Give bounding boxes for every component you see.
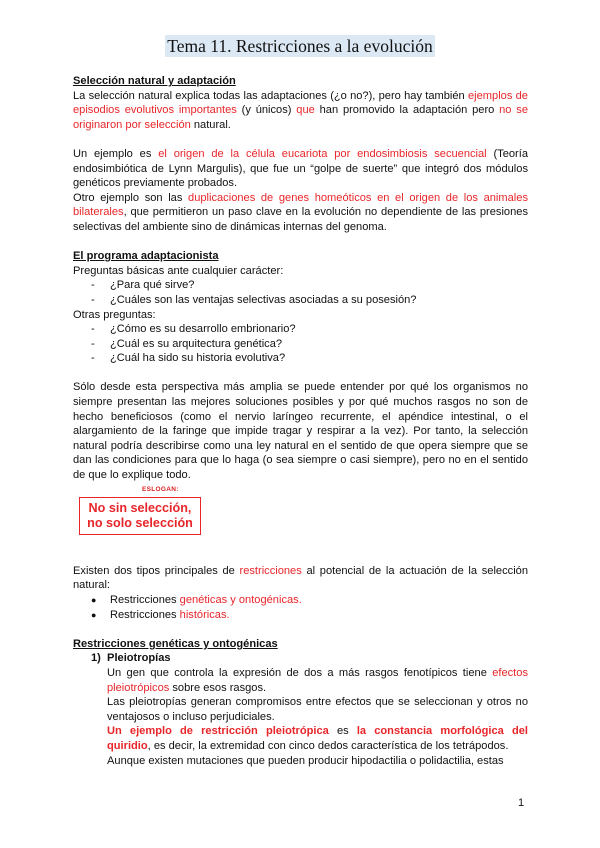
section-heading-programa: El programa adaptacionista [73, 250, 219, 263]
restriction-list [73, 593, 528, 622]
document-body [73, 74, 528, 768]
list-item: - ¿Cuál ha sido su historia evolutiva? [91, 351, 528, 366]
paragraph: Otro ejemplo son las duplicaciones de genes homeóticos en el origen de los animales bilaterales, que permitieron un paso clave en la evolución no dependiente de las presiones selectivas del ambiente sino de dinámicas internas del genoma. [73, 191, 528, 233]
list-item: - ¿Cuál es su arquitectura genética? [91, 337, 528, 352]
list-item: - ¿Para qué sirve? [91, 278, 528, 293]
list-item: ● Restricciones históricas. [91, 608, 528, 623]
question-list [73, 278, 528, 307]
paragraph: Aunque existen mutaciones que pueden producir hipodactilia o polidactilia, estas [107, 754, 504, 767]
paragraph: Un ejemplo es el origen de la célula eucariota por endosimbiosis secuencial (Teoría endosimbiótica de Lynn Margulis), que fue un “golpe de suerte” que integró dos módulos genéticos previamente probados. [73, 147, 529, 190]
question-list [73, 322, 528, 366]
slogan-line: No sin selección, [88, 500, 192, 515]
page-number: 1 [518, 797, 525, 809]
section-heading-seleccion: Selección natural y adaptación [73, 75, 236, 87]
list-intro: Preguntas básicas ante cualquier carácter: [73, 264, 284, 277]
paragraph: Las pleiotropías generan compromisos entre efectos que se seleccionan y otros no ventajosos o incluso perjudiciales. [107, 696, 528, 723]
slogan-label: ESLOGAN: [142, 485, 179, 493]
slogan-line: no solo selección [87, 515, 193, 530]
numbered-item-title: 1) Pleiotropías [91, 652, 171, 665]
paragraph: Un ejemplo de restricción pleiotrópica es la constancia morfológica del quiridio, es decir, la extremidad con cinco dedos característica de los tetrápodos. [107, 725, 528, 752]
paragraph: Existen dos tipos principales de restricciones al potencial de la actuación de la selección natural: [73, 564, 528, 592]
list-item: - ¿Cómo es su desarrollo embrionario? [91, 322, 528, 337]
list-item: ● Restricciones genéticas y ontogénicas. [91, 593, 528, 608]
list-item: - ¿Cuáles son las ventajas selectivas asociadas a su posesión? [91, 293, 528, 308]
item-body [73, 666, 528, 768]
list-intro: Otras preguntas: [73, 308, 156, 321]
paragraph: Sólo desde esta perspectiva más amplia se puede entender por qué los organismos no siempre presentan las mejores soluciones posibles y por qué muchos rasgos no son de hecho beneficiosos (como el nervio laríngeo recurrente, el apéndice intestinal, o el alargamiento de la faringe que impide tragar y respirar a la vez). Por tanto, la selección natural podría describirse como una ley natural en el sentido de que opera siempre que se dan las condiciones para que lo haga (o sea siempre o casi siempre), pero no en el sentido de que lo explique todo. [73, 381, 528, 482]
section-heading-restricciones: Restricciones genéticas y ontogénicas [73, 637, 278, 650]
paragraph: La selección natural explica todas las adaptaciones (¿o no?), pero hay también ejemplos de episodios evolutivos importantes (y únicos) que han promovido la adaptación pero no se originaron por selección natural. [73, 89, 529, 131]
slogan-box [79, 497, 201, 535]
page-title: Tema 11. Restricciones a la evolución [167, 36, 433, 56]
paragraph: Un gen que controla la expresión de dos a más rasgos fenotípicos tiene efectos pleiotrópicos sobre esos rasgos. [107, 666, 528, 694]
